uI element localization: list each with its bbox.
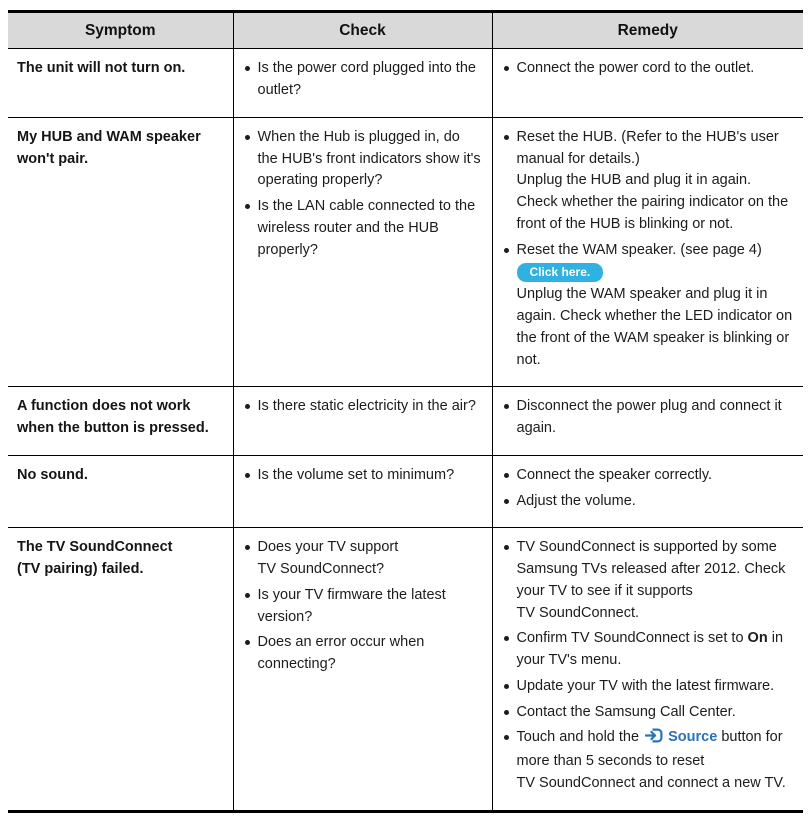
remedy-item: TV SoundConnect is supported by some Samsung TVs released after 2012. Check your TV to see if it supports TV SoundConnect.	[503, 537, 796, 624]
check-item: Is the power cord plugged into the outlet?	[244, 58, 484, 102]
remedy-item	[503, 727, 796, 794]
symptom-cell: No sound.	[8, 455, 233, 528]
remedy-item	[503, 127, 796, 236]
check-item: Is the volume set to minimum?	[244, 465, 484, 487]
remedy-list	[503, 127, 796, 372]
check-item: Is there static electricity in the air?	[244, 396, 484, 418]
click-here-button[interactable]: Click here.	[517, 263, 604, 282]
column-header-symptom: Symptom	[8, 12, 233, 49]
remedy-text-segment: in your TV's menu.	[516, 630, 784, 669]
remedy-text-line: Reset the WAM speaker. (see page 4)	[516, 241, 762, 258]
check-item: Is your TV firmware the latest version?	[244, 585, 484, 629]
remedy-item: Connect the power cord to the outlet.	[503, 58, 796, 80]
remedy-item	[503, 240, 796, 372]
remedy-cell	[492, 455, 803, 528]
check-list	[244, 465, 484, 487]
symptom-cell: A function does not work when the button is pressed.	[8, 387, 233, 456]
remedy-text-segment: Confirm TV SoundConnect is set to	[516, 630, 744, 647]
remedy-list	[503, 537, 796, 794]
column-header-remedy: Remedy	[492, 12, 803, 49]
check-cell	[233, 387, 492, 456]
check-list	[244, 127, 484, 262]
table-row-no-sound	[8, 455, 803, 528]
remedy-text-line: Unplug the WAM speaker and plug it in again. Check whether the LED indicator on the front of the WAM speaker is blinking or not.	[516, 286, 793, 368]
check-item: Is the LAN cable connected to the wireless router and the HUB properly?	[244, 196, 484, 261]
check-cell	[233, 117, 492, 387]
check-cell	[233, 455, 492, 528]
table-row-power	[8, 49, 803, 118]
check-cell	[233, 528, 492, 811]
remedy-item: Update your TV with the latest firmware.	[503, 676, 796, 698]
table-row-pairing	[8, 117, 803, 387]
troubleshooting-table	[8, 10, 803, 813]
remedy-text-line: Reset the HUB. (Refer to the HUB's user manual for details.)	[516, 128, 779, 167]
remedy-cell	[492, 49, 803, 118]
check-item: Does an error occur when connecting?	[244, 632, 484, 676]
header-row	[8, 12, 803, 49]
remedy-text-segment: Touch and hold the	[516, 729, 640, 746]
remedy-text-segment: button for more than 5 seconds to reset TV SoundConnect and connect a new TV.	[516, 729, 786, 791]
source-button-label: Source	[668, 729, 718, 746]
symptom-cell: The TV SoundConnect (TV pairing) failed.	[17, 539, 173, 578]
remedy-item: Connect the speaker correctly.	[503, 465, 796, 487]
check-item: When the Hub is plugged in, do the HUB's front indicators show it's operating properly?	[244, 127, 484, 192]
column-header-check: Check	[233, 12, 492, 49]
remedy-item: Contact the Samsung Call Center.	[503, 702, 796, 724]
remedy-cell	[492, 387, 803, 456]
check-list	[244, 396, 484, 418]
remedy-list	[503, 396, 796, 440]
check-cell	[233, 49, 492, 118]
remedy-item: Disconnect the power plug and connect it again.	[503, 396, 796, 440]
on-setting-label: On	[747, 630, 768, 647]
remedy-cell	[492, 117, 803, 387]
remedy-list	[503, 465, 796, 513]
source-icon	[645, 728, 663, 751]
remedy-text-line: Unplug the HUB and plug it in again. Check whether the pairing indicator on the front of the HUB is blinking or not.	[516, 172, 789, 232]
table-row-soundconnect	[8, 528, 803, 811]
check-list	[244, 58, 484, 102]
symptom-cell: The unit will not turn on.	[8, 49, 233, 118]
remedy-item	[503, 628, 796, 672]
remedy-list	[503, 58, 796, 80]
table-row-static	[8, 387, 803, 456]
check-list	[244, 537, 484, 676]
remedy-item: Adjust the volume.	[503, 491, 796, 513]
check-item: Does your TV support TV SoundConnect?	[244, 537, 484, 581]
remedy-cell	[492, 528, 803, 811]
symptom-cell: My HUB and WAM speaker won't pair.	[8, 117, 233, 387]
